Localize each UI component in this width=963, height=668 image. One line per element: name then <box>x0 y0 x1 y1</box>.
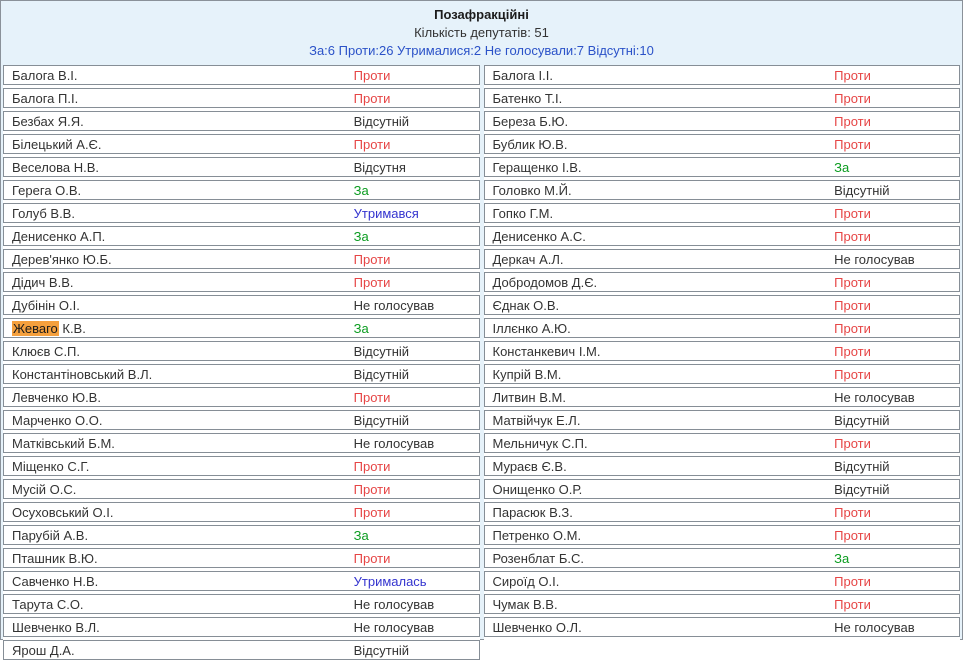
deputy-vote: Утримався <box>353 205 419 221</box>
deputy-name: Жеваго К.В. <box>13 320 86 336</box>
deputy-vote: Проти <box>834 274 871 290</box>
deputy-name: Денисенко А.П. <box>12 228 106 244</box>
deputy-name: Іллєнко А.Ю. <box>492 320 571 336</box>
deputy-row <box>3 594 480 614</box>
deputy-name: Шевченко В.Л. <box>12 619 100 635</box>
deputy-vote: Проти <box>353 274 391 290</box>
deputy-row <box>484 387 961 407</box>
deputy-row <box>484 249 961 269</box>
deputy-name: Осуховський О.І. <box>12 504 114 520</box>
deputy-name: Константіновський В.Л. <box>12 366 153 382</box>
deputy-vote: Відсутній <box>353 366 410 382</box>
deputy-row <box>484 433 961 453</box>
deputy-name: Савченко Н.В. <box>12 573 99 589</box>
deputy-vote: Відсутній <box>834 182 890 198</box>
deputy-name: Шевченко О.Л. <box>492 619 582 635</box>
deputy-vote: Відсутній <box>353 113 410 129</box>
deputy-vote: Не голосував <box>834 389 915 405</box>
deputy-name: Констанкевич І.М. <box>492 343 601 359</box>
deputy-name: Мусій О.С. <box>12 481 77 497</box>
deputy-vote: Відсутній <box>834 458 890 474</box>
deputy-vote: Не голосував <box>834 619 915 635</box>
deputies-columns <box>1 64 962 668</box>
deputy-row <box>3 157 480 177</box>
deputy-vote: Проти <box>353 90 391 106</box>
deputy-row <box>3 226 480 246</box>
deputy-name: Батенко Т.І. <box>492 90 563 106</box>
deputy-row <box>484 295 961 315</box>
deputy-row <box>484 410 961 430</box>
deputy-name: Клюєв С.П. <box>12 343 81 359</box>
deputy-vote: Відсутній <box>353 343 410 359</box>
deputy-vote: Проти <box>353 389 391 405</box>
deputy-row <box>3 456 480 476</box>
deputy-vote: Не голосував <box>353 435 435 451</box>
deputy-row <box>484 617 961 637</box>
deputy-name: Білецький А.Є. <box>12 136 102 152</box>
deputy-name: Левченко Ю.В. <box>12 389 101 405</box>
deputy-row <box>3 640 480 660</box>
deputy-row <box>484 272 961 292</box>
deputy-name: Балога П.І. <box>12 90 79 106</box>
deputy-vote: Проти <box>353 458 391 474</box>
deputy-name: Пташник В.Ю. <box>12 550 98 566</box>
deputy-row <box>3 364 480 384</box>
deputy-row <box>3 111 480 131</box>
deputy-vote: Не голосував <box>353 297 435 313</box>
deputy-name: Литвин В.М. <box>492 389 566 405</box>
deputy-name: Мельничук С.П. <box>492 435 588 451</box>
deputy-row <box>484 318 961 338</box>
deputy-vote: Проти <box>353 67 391 83</box>
deputy-name: Береза Б.Ю. <box>492 113 569 129</box>
deputy-vote: Проти <box>834 573 871 589</box>
deputy-row <box>3 249 480 269</box>
deputy-row <box>484 341 961 361</box>
deputy-vote: Проти <box>834 504 871 520</box>
deputy-name: Добродомов Д.Є. <box>492 274 598 290</box>
deputy-row <box>484 594 961 614</box>
deputy-vote: Утрималась <box>353 573 427 589</box>
deputy-vote: За <box>834 159 850 175</box>
deputy-vote: Проти <box>353 550 391 566</box>
deputy-row <box>484 479 961 499</box>
deputy-name: Дубінін О.І. <box>12 297 80 313</box>
deputy-vote: Відсутній <box>834 412 890 428</box>
deputy-vote: Проти <box>834 90 871 106</box>
deputy-vote: Проти <box>834 228 871 244</box>
deputy-vote: Проти <box>353 251 391 267</box>
deputy-row <box>3 571 480 591</box>
deputy-name: Купрій В.М. <box>492 366 562 382</box>
deputy-row <box>484 226 961 246</box>
deputy-name: Гопко Г.М. <box>492 205 554 221</box>
deputy-row <box>3 88 480 108</box>
deputy-vote: Проти <box>834 136 871 152</box>
deputy-row <box>484 180 961 200</box>
deputy-row <box>484 203 961 223</box>
deputy-name: Бублик Ю.В. <box>492 136 568 152</box>
deputy-name: Міщенко С.Г. <box>12 458 90 474</box>
deputy-row <box>484 364 961 384</box>
deputy-vote: Проти <box>834 435 871 451</box>
deputy-row <box>3 479 480 499</box>
deputy-row <box>3 65 480 85</box>
deputy-row <box>3 410 480 430</box>
deputy-row <box>484 111 961 131</box>
deputy-vote: Проти <box>834 343 871 359</box>
deputy-row <box>3 617 480 637</box>
deputy-vote: Проти <box>834 113 871 129</box>
search-highlight: Жеваго <box>13 320 58 336</box>
deputy-name: Сироїд О.І. <box>492 573 560 589</box>
deputy-row <box>484 525 961 545</box>
deputy-name: Єднак О.В. <box>492 297 560 313</box>
deputy-vote: Відсутній <box>353 412 410 428</box>
deputy-row <box>3 134 480 154</box>
deputy-row <box>484 157 961 177</box>
deputy-row <box>3 525 480 545</box>
deputy-name: Петренко О.М. <box>492 527 582 543</box>
deputy-name: Дерев'янко Ю.Б. <box>12 251 112 267</box>
deputy-name: Розенблат Б.С. <box>492 550 585 566</box>
deputy-name: Денисенко А.С. <box>492 228 586 244</box>
deputy-name: Веселова Н.В. <box>12 159 100 175</box>
deputy-vote: Проти <box>834 320 871 336</box>
deputy-row <box>3 433 480 453</box>
deputy-name: Матвійчук Е.Л. <box>492 412 581 428</box>
deputy-name: Парубій А.В. <box>12 527 89 543</box>
deputy-name: Тарута С.О. <box>12 596 84 612</box>
deputy-row <box>484 65 961 85</box>
deputy-name: Балога І.І. <box>492 67 553 83</box>
deputy-row <box>3 387 480 407</box>
deputy-name: Герега О.В. <box>12 182 82 198</box>
deputy-row <box>484 88 961 108</box>
vote-results-summary: За:6 Проти:26 Утрималися:2 Не голосували:7 Відсутні:10 <box>309 43 654 58</box>
deputy-row <box>3 502 480 522</box>
deputy-vote: Проти <box>353 136 391 152</box>
deputy-vote: За <box>353 527 369 543</box>
deputy-name: Мураєв Є.В. <box>492 458 567 474</box>
deputy-row <box>484 502 961 522</box>
deputy-vote: Не голосував <box>834 251 915 267</box>
deputy-vote: За <box>353 182 369 198</box>
deputy-name: Ярош Д.А. <box>12 642 75 658</box>
deputy-row <box>484 456 961 476</box>
faction-header <box>1 1 962 64</box>
deputy-vote: За <box>353 320 369 336</box>
deputy-name: Голуб В.В. <box>12 205 75 221</box>
deputies-count: Кількість депутатів: 51 <box>414 25 549 40</box>
deputy-name: Матківський Б.М. <box>12 435 115 451</box>
deputy-vote: Проти <box>834 596 871 612</box>
deputy-row <box>484 571 961 591</box>
deputy-vote: Відсутня <box>353 159 406 175</box>
deputy-vote: Проти <box>353 481 391 497</box>
deputy-row <box>484 134 961 154</box>
deputy-vote: Не голосував <box>353 619 435 635</box>
deputy-vote: Відсутній <box>834 481 890 497</box>
deputy-row <box>3 203 480 223</box>
deputies-column-right <box>484 65 961 663</box>
deputy-vote: Відсутній <box>353 642 410 658</box>
deputy-name: Безбах Я.Я. <box>12 113 84 129</box>
deputy-vote: За <box>353 228 369 244</box>
deputy-name: Онищенко О.Р. <box>492 481 583 497</box>
deputy-vote: За <box>834 550 850 566</box>
deputy-name: Головко М.Й. <box>492 182 572 198</box>
deputy-row <box>3 295 480 315</box>
deputy-name: Марченко О.О. <box>12 412 103 428</box>
deputy-name: Балога В.І. <box>12 67 78 83</box>
deputy-name: Деркач А.Л. <box>492 251 564 267</box>
deputy-vote: Проти <box>353 504 391 520</box>
deputy-vote: Проти <box>834 205 871 221</box>
faction-title: Позафракційні <box>434 7 529 22</box>
deputy-name: Парасюк В.З. <box>492 504 573 520</box>
deputy-row <box>3 548 480 568</box>
deputy-vote: Не голосував <box>353 596 435 612</box>
deputy-name: Геращенко І.В. <box>492 159 582 175</box>
deputy-vote: Проти <box>834 297 871 313</box>
deputy-vote: Проти <box>834 67 871 83</box>
deputy-row <box>3 272 480 292</box>
deputy-row <box>3 180 480 200</box>
deputy-row <box>484 548 961 568</box>
deputy-name: Чумак В.В. <box>492 596 558 612</box>
deputy-vote: Проти <box>834 527 871 543</box>
deputy-row <box>3 318 480 338</box>
deputy-vote: Проти <box>834 366 871 382</box>
deputy-row <box>3 341 480 361</box>
deputies-column-left <box>3 65 480 663</box>
deputy-name: Дідич В.В. <box>12 274 74 290</box>
